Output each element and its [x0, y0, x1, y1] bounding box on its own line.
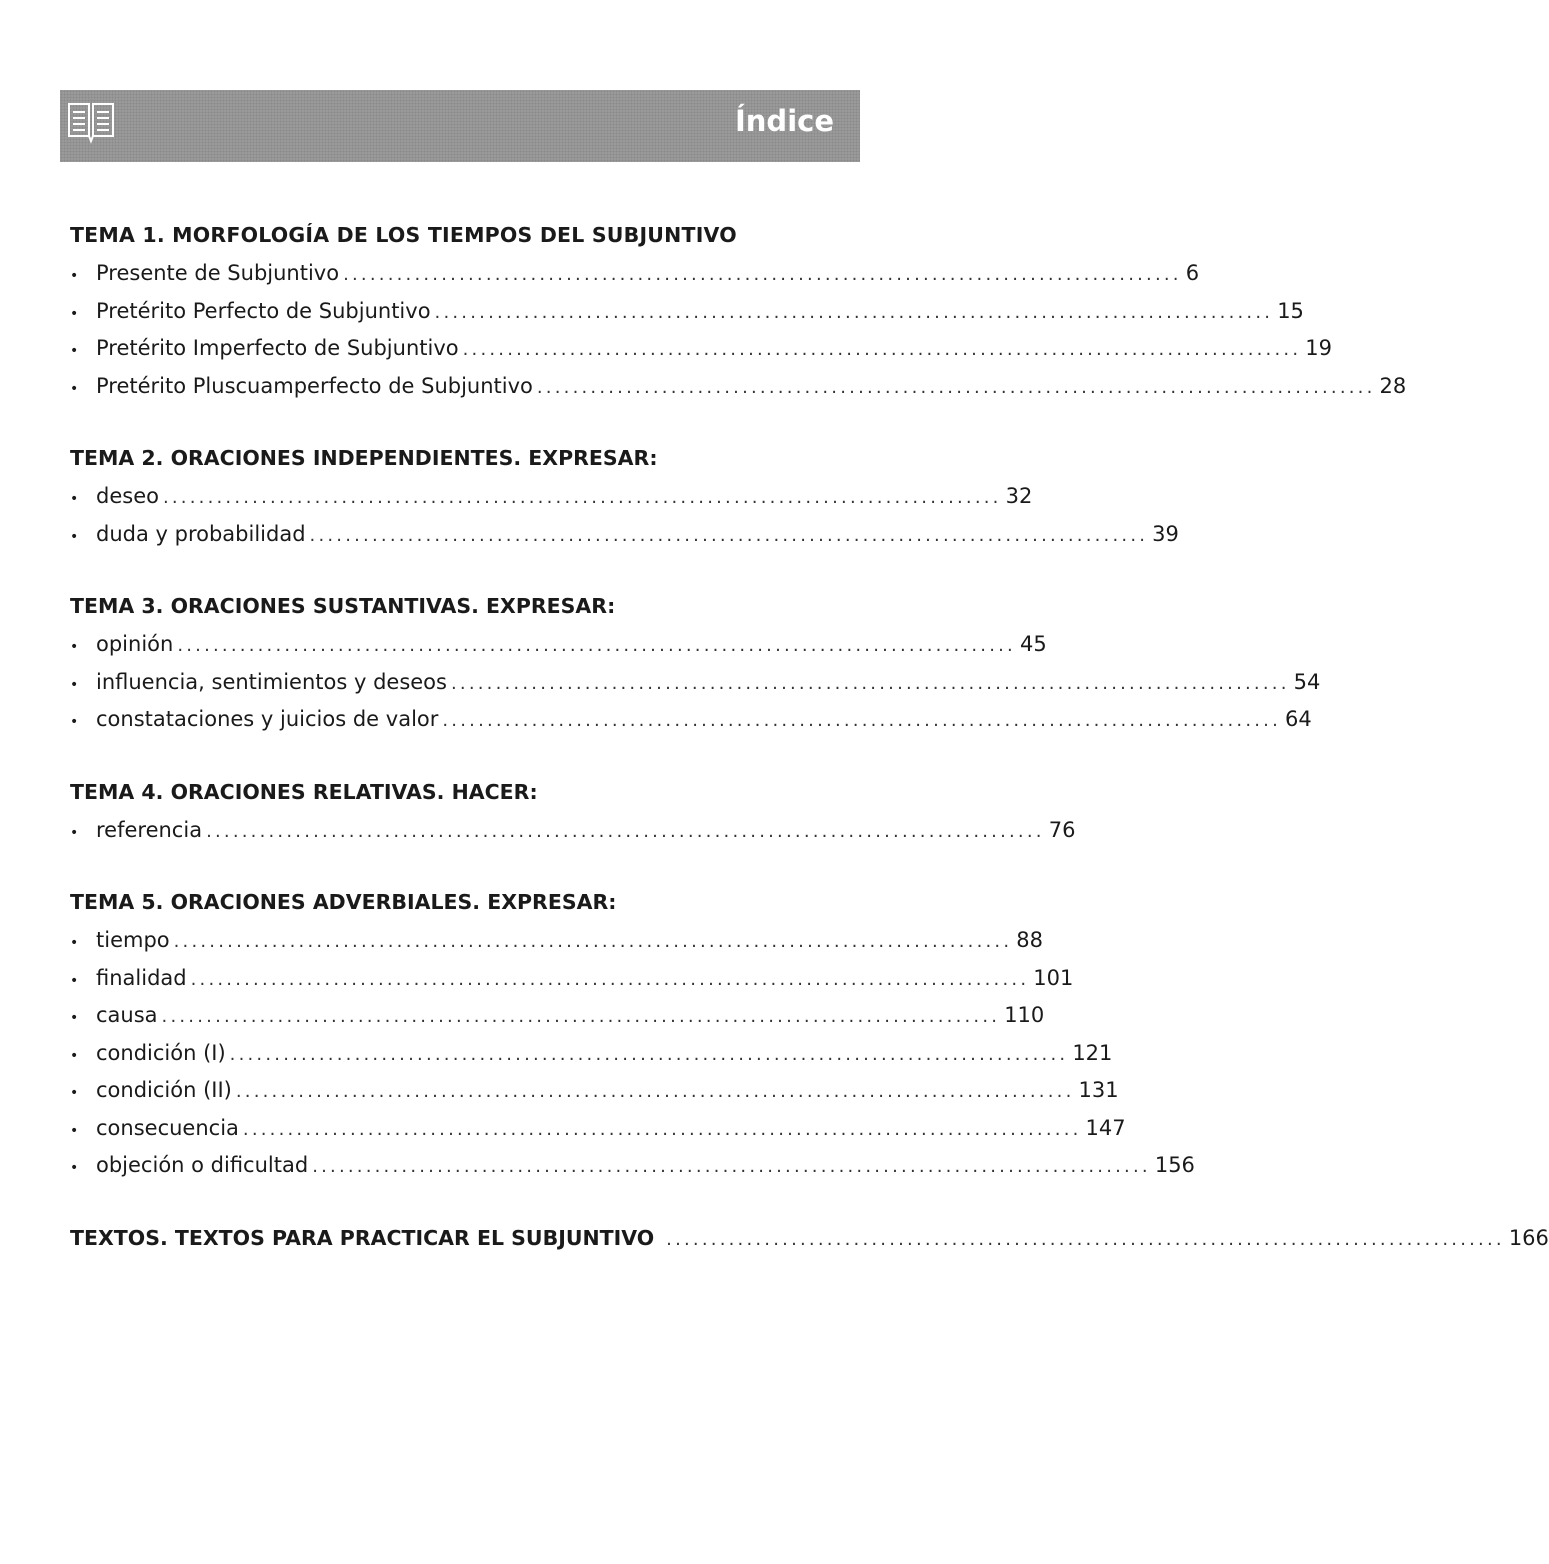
entry-label: Presente de Subjuntivo — [96, 261, 340, 285]
page-number: 156 — [1154, 1153, 1195, 1177]
section-heading: TEMA 5. ORACIONES ADVERBIALES. EXPRESAR: — [70, 890, 617, 914]
leader-dots: .............................................................................................. — [536, 376, 1376, 398]
bullet-icon: • — [70, 935, 79, 951]
index-banner — [60, 90, 860, 162]
page-number: 88 — [1016, 928, 1043, 952]
entry-label: constataciones y juicios de valor — [96, 707, 439, 731]
book-icon — [65, 100, 117, 144]
toc-entry[interactable] — [70, 255, 1200, 293]
page-number: 32 — [1005, 484, 1033, 508]
toc-entry[interactable] — [70, 1035, 1113, 1073]
bullet-icon: • — [70, 1047, 79, 1064]
page-number: 166 — [1508, 1225, 1549, 1250]
final-entry-label: TEXTOS. TEXTOS PARA PRACTICAR EL SUBJUNTIVO — [70, 1225, 655, 1250]
bullet-icon: • — [70, 1122, 79, 1139]
bullet-icon: • — [70, 380, 79, 397]
toc-entry[interactable] — [70, 478, 1033, 516]
bullet-icon: • — [70, 714, 79, 730]
leader-dots: .............................................................................................. — [162, 487, 1002, 508]
leader-dots: .............................................................................................. — [343, 264, 1182, 285]
page-number: 28 — [1379, 373, 1407, 398]
toc-entry[interactable] — [70, 368, 1407, 406]
page-number: 131 — [1078, 1078, 1119, 1102]
bullet-icon: • — [70, 824, 79, 841]
page-number: 101 — [1033, 965, 1074, 990]
entry-label: opinión — [96, 632, 174, 656]
toc-entry[interactable] — [70, 330, 1332, 368]
entry-label: consecuencia — [96, 1115, 239, 1140]
page-number: 147 — [1085, 1115, 1126, 1140]
toc-entry[interactable] — [70, 664, 1321, 702]
toc-entry[interactable] — [70, 701, 1312, 739]
toc-entry[interactable] — [70, 922, 1043, 960]
entry-label: Pretérito Imperfecto de Subjuntivo — [96, 336, 459, 360]
section-tema-4 — [70, 772, 1076, 850]
toc-entry-textos[interactable] — [70, 1218, 1549, 1258]
page-number: 64 — [1285, 707, 1312, 731]
leader-dots: .............................................................................................. — [173, 931, 1013, 952]
leader-dots: .............................................................................................. — [434, 301, 1274, 323]
page-number: 6 — [1185, 261, 1200, 285]
section-heading: TEMA 2. ORACIONES INDEPENDIENTES. EXPRESAR: — [70, 446, 658, 470]
leader-dots: .............................................................................................. — [309, 524, 1149, 546]
bullet-icon: • — [70, 1085, 79, 1101]
leader-dots: .............................................................................................. — [229, 1043, 1069, 1065]
page-number: 19 — [1305, 336, 1332, 360]
entry-label: objeción o dificultad — [96, 1153, 309, 1177]
entry-label: tiempo — [96, 928, 170, 952]
leader-dots: .............................................................................................. — [442, 710, 1282, 731]
table-of-contents — [70, 215, 1549, 1258]
page-title: Índice — [735, 104, 834, 138]
bullet-icon: • — [70, 305, 79, 322]
bullet-icon: • — [70, 343, 79, 359]
leader-dots: .............................................................................................. — [206, 820, 1045, 842]
toc-entry[interactable] — [70, 1147, 1195, 1185]
bullet-icon: • — [70, 491, 79, 507]
page-number: 110 — [1004, 1003, 1045, 1027]
entry-label: causa — [96, 1003, 158, 1027]
leader-dots: .............................................................................................. — [190, 968, 1030, 990]
entry-label: finalidad — [96, 965, 187, 990]
entry-label: condición (I) — [96, 1040, 226, 1065]
bullet-icon: • — [70, 639, 79, 655]
toc-entry[interactable] — [70, 1110, 1126, 1148]
bullet-icon: • — [70, 1010, 79, 1026]
bullet-icon: • — [70, 1160, 79, 1176]
page-number: 45 — [1019, 632, 1047, 656]
leader-dots: .............................................................................................. — [462, 339, 1302, 360]
leader-dots: .............................................................................................. — [666, 1228, 1505, 1250]
bullet-icon: • — [70, 676, 79, 693]
section-tema-3 — [70, 586, 1321, 739]
page-number: 39 — [1152, 521, 1179, 546]
bullet-icon: • — [70, 972, 79, 989]
leader-dots: .............................................................................................. — [161, 1006, 1001, 1027]
toc-entry[interactable] — [70, 960, 1074, 998]
section-tema-2 — [70, 438, 1179, 553]
page-number: 76 — [1048, 817, 1076, 842]
section-heading: TEMA 4. ORACIONES RELATIVAS. HACER: — [70, 779, 538, 804]
entry-label: Pretérito Perfecto de Subjuntivo — [96, 298, 431, 323]
toc-entry[interactable] — [70, 516, 1179, 554]
leader-dots: .............................................................................................. — [235, 1081, 1075, 1102]
section-heading: TEMA 1. MORFOLOGÍA DE LOS TIEMPOS DEL SUBJUNTIVO — [70, 223, 737, 247]
bullet-icon: • — [70, 528, 79, 545]
leader-dots: .............................................................................................. — [312, 1156, 1151, 1177]
toc-entry[interactable] — [70, 626, 1047, 664]
entry-label: condición (II) — [96, 1078, 232, 1102]
toc-entry[interactable] — [70, 1072, 1119, 1110]
page-number: 54 — [1293, 669, 1321, 694]
entry-label: duda y probabilidad — [96, 521, 306, 546]
leader-dots: .............................................................................................. — [242, 1118, 1082, 1140]
entry-label: deseo — [96, 484, 159, 508]
bullet-icon: • — [70, 268, 79, 284]
page-number: 15 — [1277, 298, 1304, 323]
page-number: 121 — [1072, 1040, 1113, 1065]
entry-label: influencia, sentimientos y deseos — [96, 669, 447, 694]
toc-entry[interactable] — [70, 812, 1076, 850]
entry-label: Pretérito Pluscuamperfecto de Subjuntivo — [96, 373, 533, 398]
toc-entry[interactable] — [70, 997, 1045, 1035]
leader-dots: .............................................................................................. — [450, 672, 1290, 694]
section-heading: TEMA 3. ORACIONES SUSTANTIVAS. EXPRESAR: — [70, 594, 616, 618]
section-tema-5 — [70, 882, 1195, 1185]
section-tema-1 — [70, 215, 1407, 405]
leader-dots: .............................................................................................. — [177, 635, 1016, 656]
toc-entry[interactable] — [70, 293, 1304, 331]
entry-label: referencia — [96, 817, 203, 842]
